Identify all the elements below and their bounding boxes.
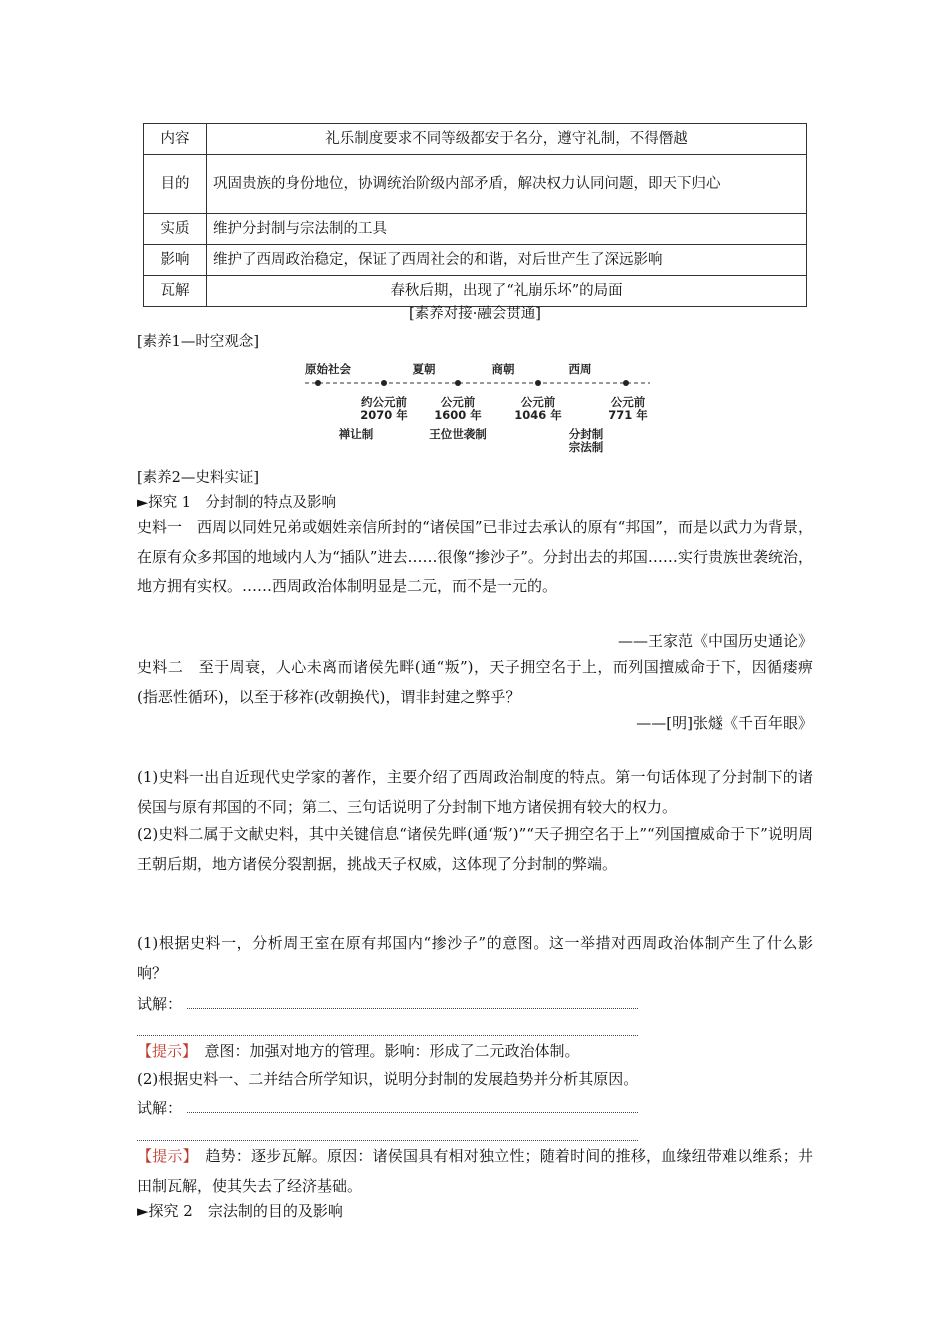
row-value: 维护了西周政治稳定，保证了西周社会的和谐，对后世产生了深远影响 bbox=[207, 245, 807, 276]
hint-1: 【提示】 意图：加强对地方的管理。影响：形成了二元政治体制。 bbox=[137, 1042, 580, 1060]
suyang1-heading: [素养1—时空观念] bbox=[137, 334, 260, 350]
row-key: 瓦解 bbox=[144, 276, 207, 307]
row-key: 目的 bbox=[144, 155, 207, 214]
table-row bbox=[144, 214, 807, 245]
analysis-1: (1)史料一出自近现代史学家的著作，主要介绍了西周政治制度的特点。第一句话体现了分封制下的诸侯国与原有邦国的不同；第二、三句话说明了分封制下地方诸侯拥有较大的权力。 bbox=[137, 768, 813, 816]
system-label: 王位世袭制 bbox=[429, 427, 487, 441]
section-title: [素养对接·融会贯通] bbox=[409, 306, 541, 322]
source2-citation: ——[明]张燧《千百年眼》 bbox=[636, 714, 813, 732]
date-label: 公元前 1046 年 bbox=[514, 395, 562, 422]
hint-label: 【提示】 bbox=[137, 1042, 190, 1060]
era-label: 西周 bbox=[568, 362, 592, 376]
date-label: 公元前 771 年 bbox=[608, 395, 648, 422]
row-key: 影响 bbox=[144, 245, 207, 276]
era-label: 夏朝 bbox=[412, 362, 436, 376]
source1-citation: ——王家范《中国历史通论》 bbox=[617, 632, 813, 650]
source2-text: 史料二 至于周衰，人心未离而诸侯先畔(通“叛”)，天子拥空名于上，而列国擅威命于下，因循瘘痹(指恶性循环)，以至于移祚(改朝换代)，谓非封建之弊乎？ bbox=[137, 658, 813, 706]
answer-line[interactable] bbox=[137, 1140, 638, 1141]
table-row bbox=[144, 124, 807, 155]
ritual-system-table bbox=[143, 123, 807, 307]
try-label: 试解： bbox=[137, 1099, 183, 1117]
system-label: 分封制 bbox=[568, 427, 604, 441]
explore2-heading: ►探究 2 宗法制的目的及影响 bbox=[137, 1202, 343, 1220]
hint-2: 【提示】 趋势：逐步瓦解。原因：诸侯国具有相对独立性；随着时间的推移，血缘纽带难以维系；井田制瓦解，使其失去了经济基础。 bbox=[137, 1147, 813, 1195]
row-key: 实质 bbox=[144, 214, 207, 245]
answer-line[interactable] bbox=[187, 1008, 638, 1009]
question-2: (2)根据史料一、二并结合所学知识，说明分封制的发展趋势并分析其原因。 bbox=[137, 1070, 639, 1088]
date-label: 公元前 1600 年 bbox=[434, 395, 482, 422]
table-row bbox=[144, 155, 807, 214]
table-row bbox=[144, 245, 807, 276]
analysis-2: (2)史料二属于文献史料，其中关键信息“诸侯先畔(通‘叛’)”“天子拥空名于上”“列国擅威命于下”说明周王朝后期，地方诸侯分裂割据，挑战天子权威，这体现了分封制的弊端。 bbox=[137, 825, 813, 873]
hint-label: 【提示】 bbox=[137, 1147, 191, 1165]
answer-line[interactable] bbox=[187, 1112, 638, 1113]
question-1: (1)根据史料一，分析周王室在原有邦国内“掺沙子”的意图。这一举措对西周政治体制产生了什么影响？ bbox=[137, 934, 813, 982]
row-value: 礼乐制度要求不同等级都安于名分，遵守礼制，不得僭越 bbox=[207, 124, 807, 155]
era-label: 商朝 bbox=[491, 362, 515, 376]
row-value: 维护分封制与宗法制的工具 bbox=[207, 214, 807, 245]
answer-line[interactable] bbox=[137, 1035, 638, 1036]
row-key: 内容 bbox=[144, 124, 207, 155]
row-value: 巩固贵族的身份地位，协调统治阶级内部矛盾，解决权力认同问题，即天下归心 bbox=[207, 155, 807, 214]
suyang2-heading: [素养2—史料实证] bbox=[137, 470, 260, 486]
timeline bbox=[300, 355, 660, 455]
date-label: 约公元前 2070 年 bbox=[360, 395, 408, 422]
source1-text: 史料一 西周以同姓兄弟或姻姓亲信所封的“诸侯国”已非过去承认的原有“邦国”，而是以武力为背景，在原有众多邦国的地域内人为“插队”进去……很像“掺沙子”。分封出去的邦国……实行贵族世袭统治，地方拥有实权。……西周政治体制明显是二元，而不是一元的。 bbox=[137, 518, 813, 595]
try-label: 试解： bbox=[137, 995, 183, 1013]
row-value: 春秋后期，出现了“礼崩乐坏”的局面 bbox=[207, 276, 807, 307]
explore1-heading: ►探究 1 分封制的特点及影响 bbox=[137, 495, 336, 511]
system-label: 宗法制 bbox=[568, 440, 604, 454]
era-label: 原始社会 bbox=[305, 362, 351, 376]
system-label: 禅让制 bbox=[338, 427, 374, 441]
